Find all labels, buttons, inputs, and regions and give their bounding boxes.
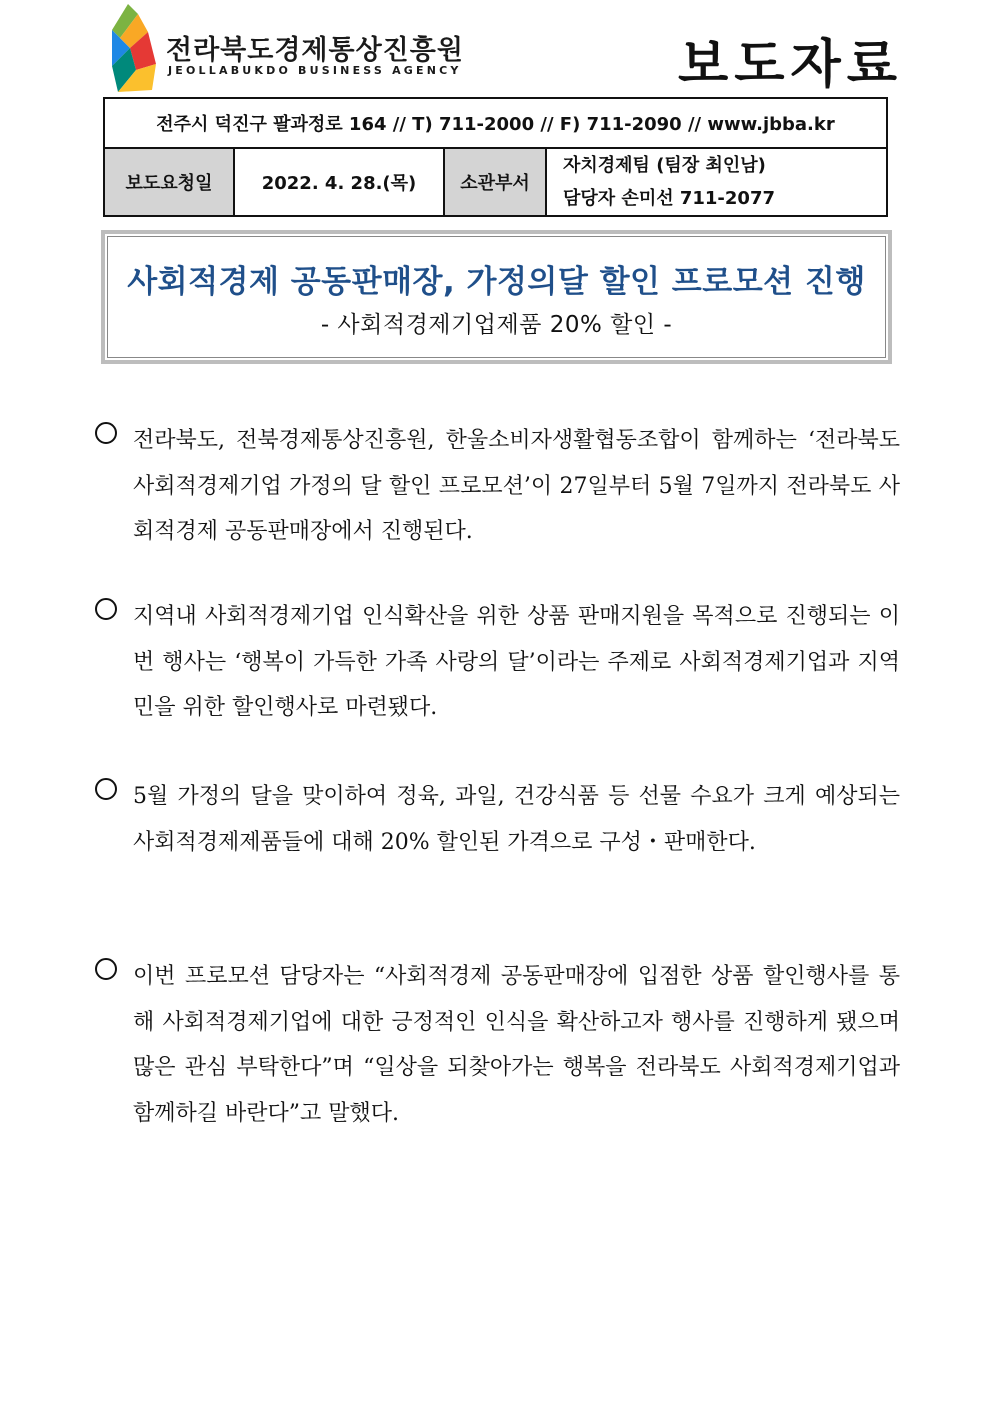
paragraph-1 bbox=[95, 418, 900, 555]
document-type-label: 보도자료 bbox=[678, 35, 903, 95]
paragraph-text: 이번 프로모션 담당자는 “사회적경제 공동판매장에 입점한 상품 할인행사를 통해 사회적경제기업에 대한 긍정적인 인식을 확산하고자 행사를 진행하게 됐으며 많은 관심 부탁한다”며 “일상을 되찾아가는 행복을 전라북도 사회적경제기업과 함께하길 바란다”고 말했다. bbox=[133, 964, 900, 1126]
paragraph-3 bbox=[95, 774, 900, 865]
agency-name-english: JEOLLABUKDO BUSINESS AGENCY bbox=[168, 64, 462, 77]
headline-box bbox=[101, 230, 892, 364]
circle-bullet-icon bbox=[95, 422, 117, 444]
circle-bullet-icon bbox=[95, 958, 117, 980]
agency-name: 전라북도경제통상진흥원 bbox=[166, 35, 464, 66]
press-info-table bbox=[103, 97, 888, 217]
headline-subtitle: - 사회적경제기업제품 20% 할인 - bbox=[320, 312, 673, 338]
paragraph-4 bbox=[95, 954, 900, 1136]
department-name: 자치경제팀 (팀장 최인남) bbox=[563, 155, 766, 176]
agency-logo-mark bbox=[108, 4, 160, 94]
headline-title: 사회적경제 공동판매장, 가정의달 할인 프로모션 진행 bbox=[127, 264, 866, 300]
request-date: 2022. 4. 28.(목) bbox=[234, 148, 444, 216]
request-date-label: 보도요청일 bbox=[104, 148, 234, 216]
circle-bullet-icon bbox=[95, 778, 117, 800]
circle-bullet-icon bbox=[95, 598, 117, 620]
paragraph-2 bbox=[95, 594, 900, 731]
department-contact-cell bbox=[546, 148, 887, 216]
department-label: 소관부서 bbox=[444, 148, 546, 216]
address-line: 전주시 덕진구 팔과정로 164 // T) 711-2000 // F) 711-2090 // www.jbba.kr bbox=[104, 98, 887, 148]
paragraph-text: 5월 가정의 달을 맞이하여 정육, 과일, 건강식품 등 선물 수요가 크게 예상되는 사회적경제제품들에 대해 20% 할인된 가격으로 구성・판매한다. bbox=[133, 784, 900, 855]
contact-person: 담당자 손미선 711-2077 bbox=[563, 188, 776, 209]
paragraph-text: 지역내 사회적경제기업 인식확산을 위한 상품 판매지원을 목적으로 진행되는 이번 행사는 ‘행복이 가득한 가족 사랑의 달’이라는 주제로 사회적경제기업과 지역민을 위한 할인행사로 마련됐다. bbox=[133, 604, 900, 720]
agency-logo bbox=[108, 4, 464, 94]
paragraph-text: 전라북도, 전북경제통상진흥원, 한울소비자생활협동조합이 함께하는 ‘전라북도 사회적경제기업 가정의 달 할인 프로모션’이 27일부터 5월 7일까지 전라북도 사회적경제 공동판매장에서 진행된다. bbox=[133, 428, 900, 544]
